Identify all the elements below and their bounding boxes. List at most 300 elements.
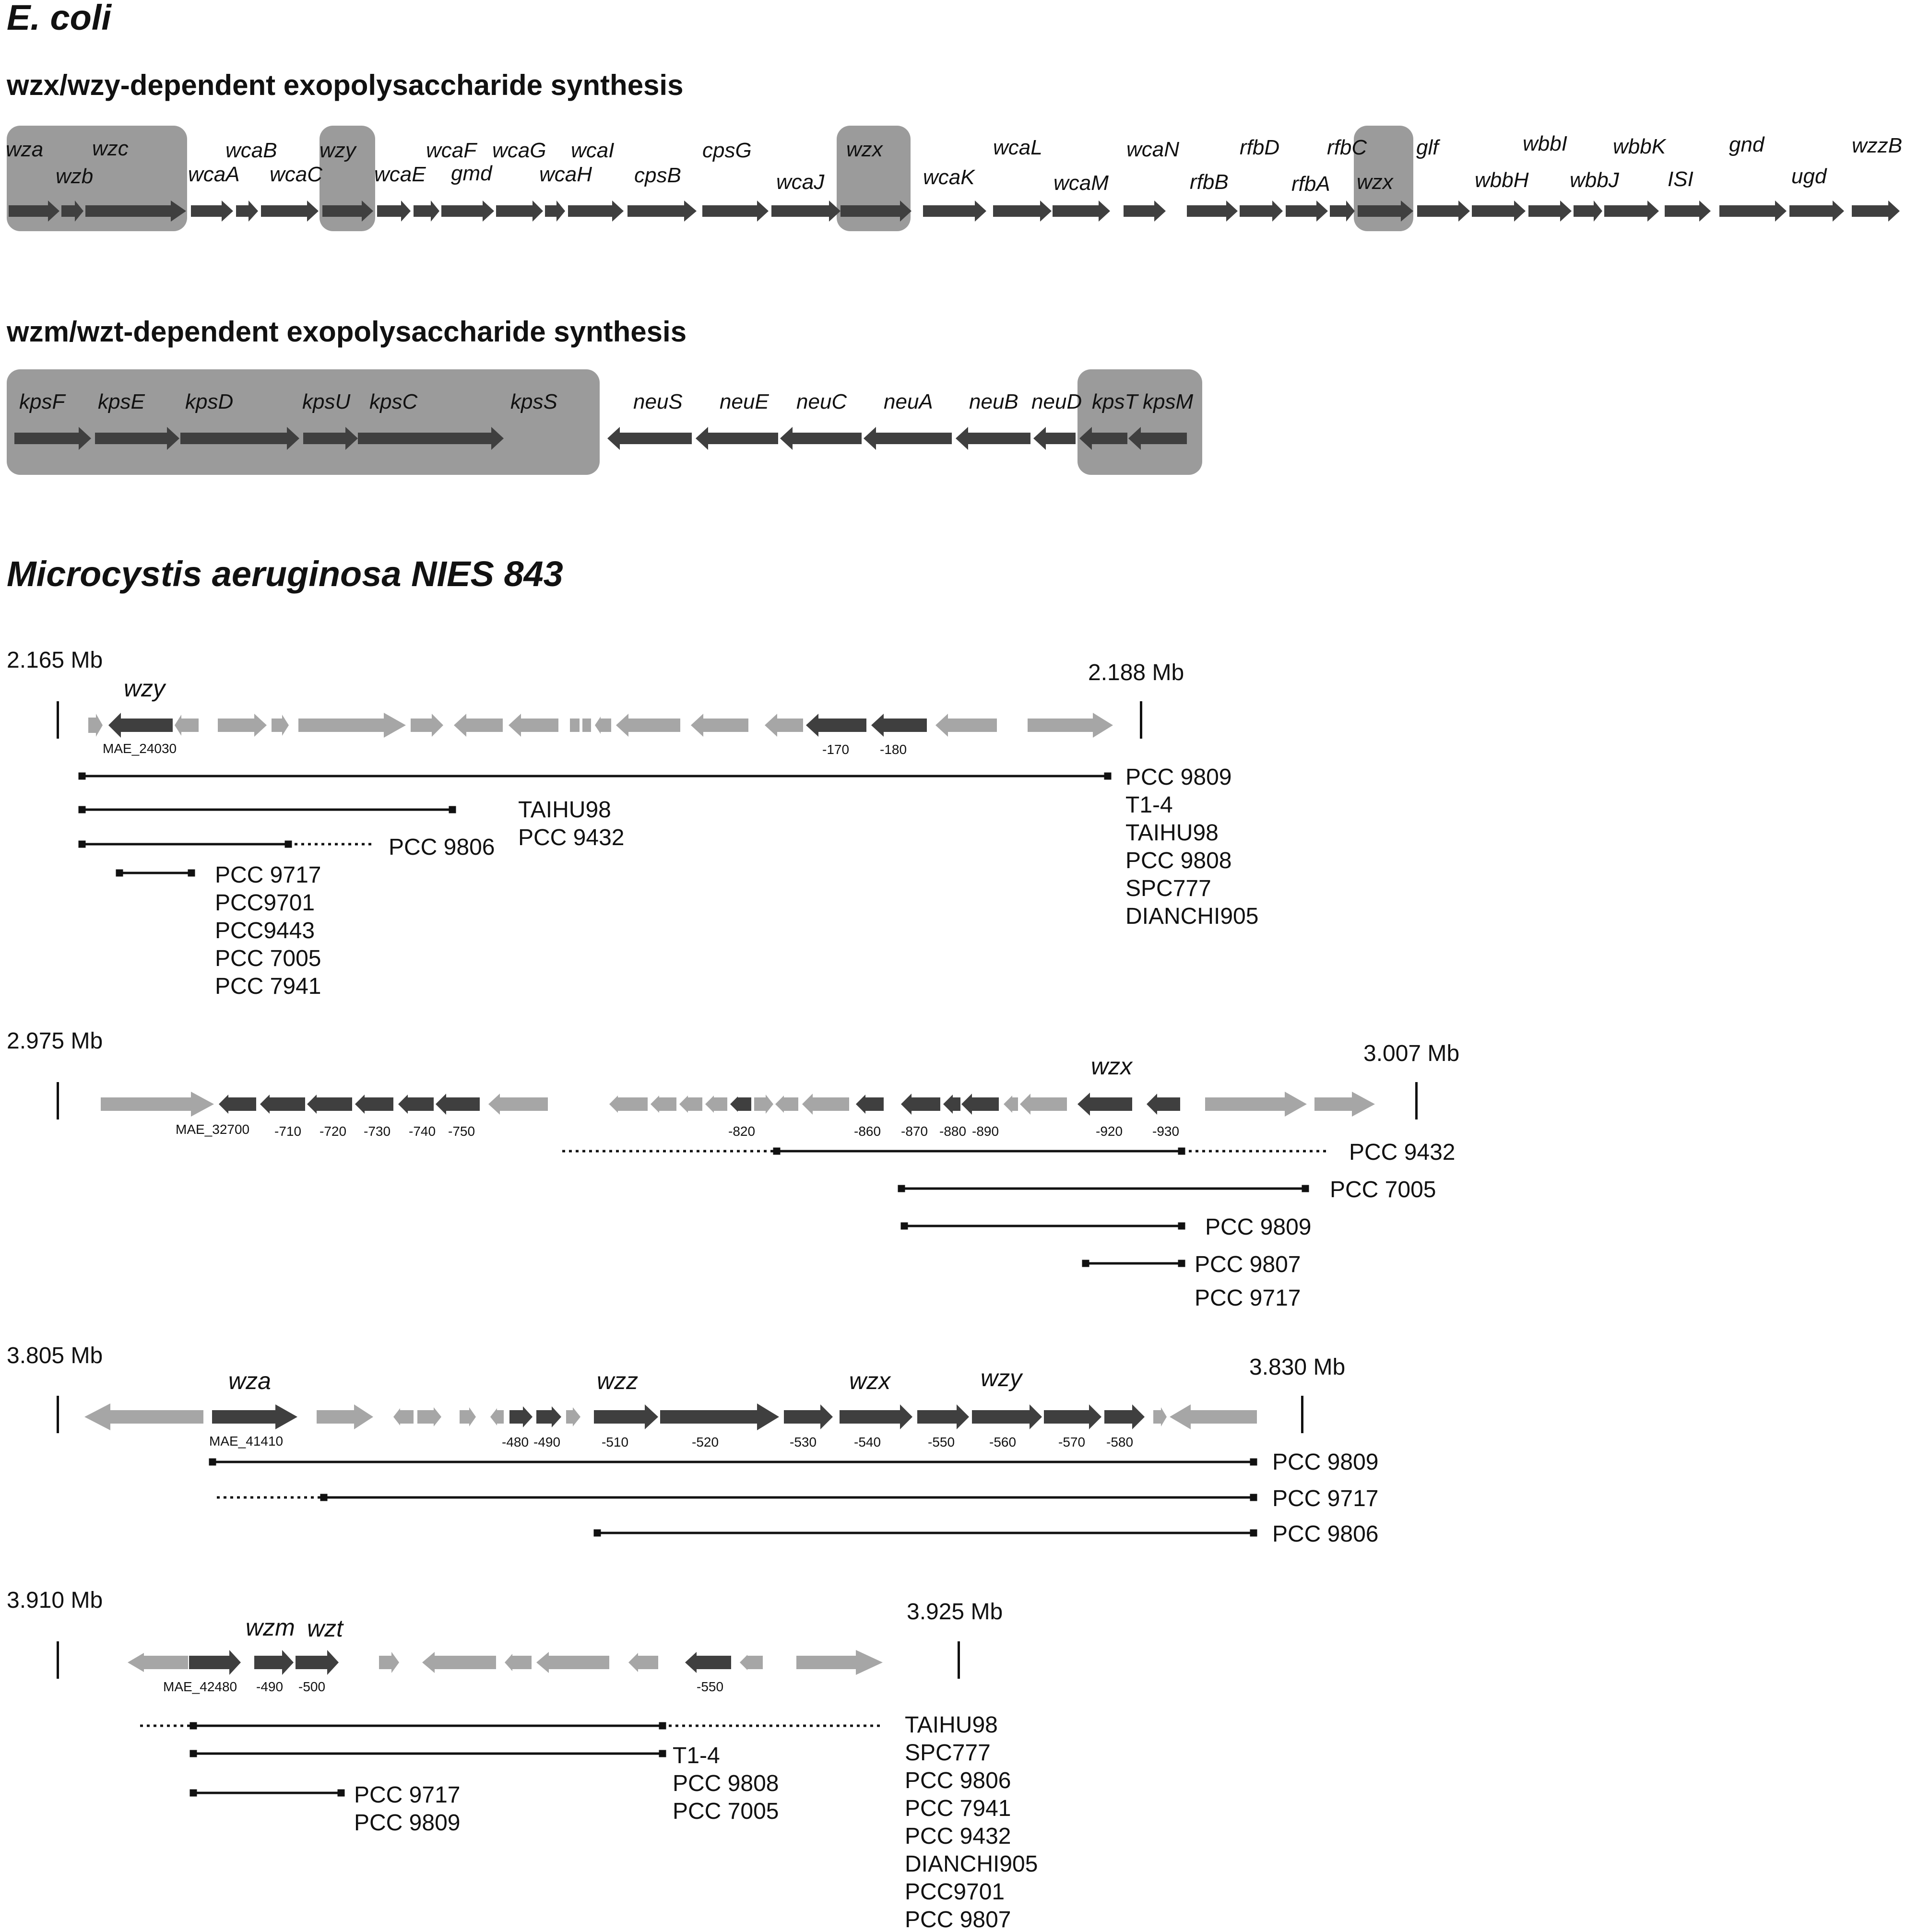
locus-1-tag-MAE_24030: MAE_24030 [103, 741, 177, 756]
gene-arrow [488, 1094, 548, 1115]
highlight-box-kps [7, 369, 600, 475]
locus-1-strain-group-2 [518, 797, 624, 850]
gene-label-rfbC: rfbC [1327, 136, 1367, 159]
coverage-endpoint [1179, 1261, 1184, 1266]
locus-3-start-tick [57, 1396, 59, 1433]
gene-arrow [1719, 200, 1787, 222]
locus-tag: -530 [790, 1435, 817, 1449]
locus-1-start-label: 2.165 Mb [7, 648, 103, 673]
strain-label: PCC9443 [215, 918, 315, 943]
locus-1 [7, 648, 1258, 999]
gene-label-wzb: wzb [56, 165, 94, 188]
coverage-endpoint [1105, 774, 1110, 778]
locus-2-end-label: 3.007 Mb [1363, 1041, 1460, 1066]
strain-label: PCC 7941 [905, 1796, 1011, 1821]
coverage-endpoint [595, 1531, 600, 1535]
strain-label: T1-4 [1125, 792, 1173, 818]
gene-arrow [1077, 1093, 1132, 1116]
gene-arrow [1004, 1096, 1018, 1113]
gene-arrow [691, 714, 748, 737]
gene-label-wzzB: wzzB [1852, 134, 1903, 157]
gene-arrow [1574, 200, 1602, 222]
gene-arrow [796, 1650, 883, 1675]
strain-label: PCC 9432 [905, 1824, 1011, 1849]
gene-arrow [307, 1095, 352, 1114]
gene-arrow [582, 719, 591, 732]
locus-1-tag-180: -180 [880, 742, 907, 757]
locus-2-coverage-lines [562, 1149, 1327, 1266]
gene-arrow [1205, 1092, 1307, 1117]
gene-arrow [856, 1095, 884, 1114]
coverage-endpoint [1251, 1495, 1256, 1500]
gene-arrow [490, 1408, 504, 1425]
locus-tag: -930 [1152, 1124, 1180, 1139]
gene-arrow [1170, 1404, 1257, 1429]
gene-arrow [298, 713, 406, 738]
strain-label: PCC 9806 [905, 1768, 1011, 1793]
locus-tag: -820 [728, 1124, 756, 1139]
gene-arrow [935, 714, 997, 737]
locus-3-start-label: 3.805 Mb [7, 1343, 103, 1368]
gene-arrow [436, 1094, 480, 1115]
strain-label: PCC 9717 [215, 862, 321, 888]
gene-arrow [219, 1095, 256, 1114]
gene-arrow [84, 1403, 203, 1430]
locus-2-gene-arrows [101, 1092, 1375, 1117]
gene-arrow [1286, 200, 1328, 222]
locus-tag: -540 [854, 1435, 881, 1449]
locus-tag: -490 [533, 1435, 561, 1449]
locus-2-end-tick [1415, 1082, 1418, 1119]
gene-label-wbbI: wbbI [1523, 132, 1567, 155]
gene-arrow [1187, 200, 1238, 222]
gene-label-neuA: neuA [884, 390, 933, 413]
gene-label-neuC: neuC [796, 390, 847, 413]
coverage-endpoint [1179, 1224, 1184, 1228]
gene-arrow [1240, 200, 1283, 222]
strain-label: PCC 9808 [673, 1771, 779, 1796]
gene-arrow [840, 1404, 912, 1429]
gene-label-wcaA: wcaA [188, 163, 240, 186]
gene-label-wzx-2: wzx [1357, 170, 1393, 194]
coverage-endpoint [1303, 1186, 1308, 1191]
wzm-wzt-gene-labels [19, 390, 1193, 413]
locus-3-gene-arrows [84, 1403, 1257, 1430]
gene-label-kpsE: kpsE [98, 390, 145, 413]
coverage-endpoint [1251, 1460, 1256, 1464]
locus-3-gene-label-wzx: wzx [849, 1367, 891, 1394]
locus-3-gene-label-wzy: wzy [981, 1365, 1022, 1391]
locus-3-end-label: 3.830 Mb [1249, 1355, 1346, 1380]
gene-arrow [961, 1094, 999, 1115]
gene-arrow [628, 1653, 658, 1672]
microcystis-title: Microcystis aeruginosa NIES 843 [7, 554, 563, 594]
gene-arrow [1147, 1094, 1180, 1115]
gene-arrow [871, 714, 927, 737]
coverage-endpoint [321, 1495, 326, 1500]
gene-arrow [536, 1406, 561, 1427]
coverage-endpoint [191, 1791, 196, 1795]
locus-4-start-label: 3.910 Mb [7, 1588, 103, 1613]
gene-arrow [393, 1408, 414, 1425]
gene-arrow [901, 1094, 940, 1115]
coverage-endpoint [210, 1460, 215, 1464]
gene-arrow [1852, 200, 1900, 222]
gene-arrow [864, 427, 952, 450]
gene-label-wcaB: wcaB [225, 139, 277, 162]
locus-4-end-label: 3.925 Mb [907, 1599, 1003, 1625]
locus-tag: -580 [1106, 1435, 1134, 1449]
gene-arrow [651, 1096, 676, 1113]
gene-label-wbbK: wbbK [1613, 135, 1666, 158]
locus-3 [7, 1343, 1378, 1547]
gene-label-wcaF: wcaF [426, 139, 477, 162]
gene-label-wcaM: wcaM [1054, 171, 1109, 195]
coverage-endpoint [189, 871, 194, 875]
gene-arrow [566, 1407, 580, 1426]
strain-label: TAIHU98 [1125, 820, 1219, 846]
gene-label-wcaJ: wcaJ [776, 170, 825, 194]
locus-tag: -720 [320, 1124, 347, 1139]
strain-label: PCC 7005 [215, 946, 321, 971]
gene-label-wzx: wzx [846, 138, 883, 161]
locus-4-gene-label-wzm: wzm [246, 1614, 295, 1641]
gene-arrow [923, 200, 986, 222]
gene-arrow [414, 200, 439, 222]
locus-tag: -550 [697, 1679, 724, 1694]
strain-label: PCC 9809 [1205, 1214, 1312, 1240]
locus-tag: MAE_41410 [209, 1434, 284, 1449]
gene-arrow [705, 1096, 727, 1113]
gene-arrow [88, 714, 103, 737]
strain-label: PCC 9432 [518, 825, 625, 850]
gene-arrow [1604, 200, 1659, 222]
gene-label-kpsD: kpsD [185, 390, 234, 413]
coverage-endpoint [1251, 1531, 1256, 1535]
gene-arrow [191, 200, 233, 222]
gene-arrow [802, 1094, 849, 1115]
strain-label: PCC 9809 [1272, 1449, 1379, 1475]
locus-tag: -880 [939, 1124, 967, 1139]
coverage-endpoint [899, 1186, 904, 1191]
locus-tag: MAE_42480 [163, 1679, 237, 1694]
strain-label: PCC9701 [215, 890, 315, 916]
gene-arrow [1330, 200, 1355, 222]
gene-arrow [296, 1650, 339, 1675]
gene-label-wzy: wzy [320, 139, 356, 162]
gene-arrow [609, 1096, 648, 1113]
gene-arrow [1472, 200, 1526, 222]
strain-label: PCC 9717 [1272, 1486, 1379, 1511]
strain-label: PCC 9809 [1125, 765, 1232, 790]
locus-tag: -890 [972, 1124, 999, 1139]
gene-arrow [616, 714, 680, 737]
coverage-endpoint [286, 842, 291, 847]
gene-arrow [595, 717, 611, 734]
gene-arrow [454, 714, 503, 737]
gene-label-gnd: gnd [1729, 133, 1764, 156]
gene-arrow [411, 714, 443, 737]
locus-2-locus-tags [176, 1122, 1179, 1139]
gene-arrow [765, 714, 803, 737]
coverage-endpoint [191, 1723, 196, 1728]
gene-label-wcaL: wcaL [993, 136, 1042, 159]
gene-label-neuD: neuD [1031, 390, 1082, 413]
strain-label: PCC 9808 [1125, 848, 1232, 873]
gene-label-neuS: neuS [633, 390, 683, 413]
gene-arrow [355, 1095, 393, 1114]
locus-2 [7, 1028, 1459, 1311]
locus-1-end-label: 2.188 Mb [1088, 660, 1184, 685]
gene-arrow [417, 1407, 441, 1426]
locus-4-gene-label-wzt: wzt [307, 1615, 343, 1642]
strain-label: PCC 9807 [905, 1907, 1011, 1932]
coverage-endpoint [450, 807, 455, 812]
ecoli-title: E. coli [7, 0, 111, 37]
gene-arrow [509, 1406, 533, 1427]
locus-4 [7, 1588, 1038, 1932]
locus-1-gene-arrows [88, 713, 1113, 738]
gene-arrow [189, 1650, 241, 1675]
gene-label-wcaK: wcaK [923, 165, 975, 189]
gene-arrow [379, 1652, 399, 1673]
gene-arrow [496, 200, 543, 222]
strain-label: DIANCHI905 [905, 1851, 1038, 1877]
gene-label-kpsM: kpsM [1143, 390, 1194, 413]
coverage-endpoint [339, 1791, 343, 1795]
highlight-box-kpsT-kpsM [1077, 369, 1202, 475]
gene-arrow [260, 1095, 305, 1114]
coverage-endpoint [1083, 1261, 1088, 1266]
wzx-wzy-gene-labels [6, 132, 1902, 196]
locus-1-start-tick [57, 701, 59, 739]
coverage-endpoint [902, 1224, 907, 1228]
locus-3-locus-tags [209, 1434, 1133, 1449]
gene-arrow [377, 200, 411, 222]
strain-label: PCC 9806 [389, 835, 495, 860]
gene-arrow [317, 1404, 373, 1429]
gene-arrow [1153, 1407, 1167, 1426]
strain-label: TAIHU98 [518, 797, 611, 823]
gene-arrow [754, 1095, 773, 1114]
gene-arrow [1020, 1094, 1067, 1115]
gene-label-ugd: ugd [1791, 165, 1827, 188]
gene-arrow [775, 1096, 798, 1113]
locus-tag: -570 [1058, 1435, 1086, 1449]
coverage-endpoint [774, 1149, 779, 1154]
gene-arrow [685, 1652, 731, 1673]
gene-label-kpsT: kpsT [1092, 390, 1138, 413]
gene-arrow [1124, 200, 1166, 222]
gene-arrow [236, 200, 258, 222]
coverage-endpoint [117, 871, 122, 875]
strain-label: PCC 7941 [215, 974, 321, 999]
gene-label-wzc: wzc [92, 137, 129, 160]
gene-arrow [218, 714, 267, 737]
locus-1-tag-170: -170 [822, 742, 850, 757]
locus-tag: -500 [298, 1679, 326, 1694]
gene-arrow [536, 1652, 609, 1673]
gene-arrow [771, 200, 841, 222]
coverage-endpoint [660, 1723, 665, 1728]
gene-arrow [956, 427, 1030, 450]
locus-4-end-tick [958, 1641, 960, 1679]
locus-1-strain-group-4 [215, 862, 321, 999]
gene-arrow [1417, 200, 1470, 222]
gene-arrow [1314, 1092, 1375, 1117]
gene-label-wbbJ: wbbJ [1570, 168, 1619, 192]
gene-arrow [780, 427, 862, 450]
gene-arrow [1665, 200, 1711, 222]
locus-tag: -550 [928, 1435, 955, 1449]
locus-1-coverage-lines [80, 774, 1110, 875]
locus-tag: -490 [256, 1679, 284, 1694]
locus-3-coverage-lines [210, 1460, 1256, 1535]
strain-label: PCC 9806 [1272, 1521, 1379, 1547]
gene-arrow [398, 1095, 434, 1114]
locus-4-gene-arrows [128, 1650, 883, 1675]
gene-label-wcaC: wcaC [270, 163, 323, 186]
locus-tag: -860 [854, 1124, 881, 1139]
gene-label-neuB: neuB [969, 390, 1018, 413]
coverage-endpoint [660, 1751, 665, 1756]
locus-tag: -520 [692, 1435, 719, 1449]
gene-arrow [128, 1653, 188, 1672]
gene-label-kpsC: kpsC [369, 390, 418, 413]
gene-label-kpsF: kpsF [19, 390, 65, 413]
locus-1-strain-group-3 [389, 835, 495, 860]
gene-arrow [568, 200, 624, 222]
gene-arrow [272, 715, 289, 736]
gene-label-kpsU: kpsU [302, 390, 351, 413]
locus-3-end-tick [1301, 1396, 1303, 1433]
locus-tag: -480 [502, 1435, 529, 1449]
gene-arrow [1033, 427, 1076, 450]
gene-label-wza: wza [6, 138, 44, 161]
wzm-wzt-subtitle: wzm/wzt-dependent exopolysaccharide synthesis [7, 316, 687, 348]
gene-label-wbbH: wbbH [1475, 168, 1529, 192]
gene-label-gmd: gmd [451, 162, 492, 185]
locus-2-start-tick [57, 1082, 59, 1119]
coverage-endpoint [1179, 1149, 1184, 1154]
gene-arrow [108, 713, 173, 738]
gene-arrow [460, 1407, 476, 1426]
locus-1-strain-group-1 [1125, 765, 1258, 929]
gene-arrow [679, 1096, 702, 1113]
strain-label: TAIHU98 [905, 1712, 998, 1738]
locus-2-gene-label-wzx: wzx [1091, 1053, 1133, 1080]
gene-label-wcaI: wcaI [571, 139, 615, 162]
coverage-endpoint [80, 842, 84, 847]
locus-4-strain-group-3 [354, 1782, 460, 1836]
gene-arrow [175, 715, 199, 736]
locus-3-gene-label-wzz: wzz [597, 1367, 639, 1394]
strain-label: PCC 7005 [673, 1799, 779, 1824]
locus-4-start-tick [57, 1641, 59, 1679]
strain-label: PCC 9809 [354, 1810, 461, 1836]
locus-tag: -510 [602, 1435, 629, 1449]
gene-arrow [441, 200, 494, 222]
gene-arrow [1789, 200, 1844, 222]
gene-arrow [806, 714, 866, 737]
gene-arrow [570, 719, 580, 732]
gene-label-wcaG: wcaG [492, 139, 546, 162]
gene-arrow [696, 427, 778, 450]
locus-4-strain-group-1 [905, 1712, 1038, 1932]
coverage-endpoint [80, 774, 84, 778]
locus-4-strain-group-2 [673, 1743, 779, 1824]
gene-arrow [422, 1652, 496, 1673]
gene-arrow [917, 1404, 969, 1429]
locus-tag: -870 [901, 1124, 928, 1139]
gene-label-rfbA: rfbA [1291, 172, 1330, 196]
gene-arrow [740, 1655, 763, 1670]
strain-label: PCC 9432 [1349, 1140, 1456, 1165]
locus-tag: -740 [409, 1124, 436, 1139]
locus-tag: -730 [364, 1124, 391, 1139]
gene-label-ISI: ISI [1668, 167, 1693, 191]
locus-tag: MAE_32700 [176, 1122, 250, 1137]
locus-tag: -710 [274, 1124, 302, 1139]
locus-2-start-label: 2.975 Mb [7, 1028, 103, 1054]
gene-arrow [505, 1654, 532, 1671]
gene-arrow [627, 200, 697, 222]
gene-label-cpsG: cpsG [702, 139, 752, 162]
gene-arrow [1028, 713, 1113, 738]
gene-arrow [972, 1404, 1042, 1429]
locus-tag: -560 [989, 1435, 1017, 1449]
gene-label-cpsB: cpsB [634, 164, 681, 187]
gene-arrow [660, 1403, 779, 1430]
locus-tag: -750 [448, 1124, 475, 1139]
strain-label: PCC9701 [905, 1879, 1005, 1905]
coverage-endpoint [80, 807, 84, 812]
gene-arrow [545, 200, 565, 222]
strain-label: PCC 9717 [354, 1782, 461, 1808]
locus-1-end-tick [1140, 701, 1142, 739]
wzm-wzt-highlight-boxes [7, 369, 1202, 475]
gene-arrow [1053, 200, 1110, 222]
strain-label: PCC 7005 [1330, 1177, 1436, 1202]
gene-arrow [1044, 1404, 1101, 1429]
gene-arrow [993, 200, 1052, 222]
gene-label-rfbD: rfbD [1240, 136, 1280, 159]
gene-arrow [1528, 200, 1572, 222]
gene-arrow [1104, 1404, 1145, 1429]
gene-arrow [101, 1092, 214, 1117]
gene-arrow [261, 200, 319, 222]
strain-label: SPC777 [905, 1740, 991, 1766]
gene-arrow [784, 1404, 833, 1429]
gene-arrow [943, 1095, 960, 1114]
gene-arrow [730, 1096, 751, 1112]
gene-arrow [254, 1650, 294, 1675]
strain-label: T1-4 [673, 1743, 720, 1768]
locus-3-gene-label-wza: wza [228, 1367, 271, 1394]
locus-1-gene-label-wzy: wzy [124, 675, 166, 702]
gene-label-wcaH: wcaH [539, 163, 592, 186]
coverage-endpoint [191, 1751, 196, 1756]
gene-label-glf: glf [1416, 136, 1439, 159]
gene-label-kpsS: kpsS [510, 390, 557, 413]
gene-label-wcaE: wcaE [374, 163, 426, 186]
gene-label-wcaN: wcaN [1126, 138, 1180, 161]
gene-arrow [702, 200, 769, 222]
strain-label: PCC 9717 [1195, 1285, 1301, 1311]
wzx-wzy-gene-arrows [9, 200, 1900, 222]
gene-label-rfbB: rfbB [1190, 170, 1229, 194]
strain-label: SPC777 [1125, 876, 1211, 901]
